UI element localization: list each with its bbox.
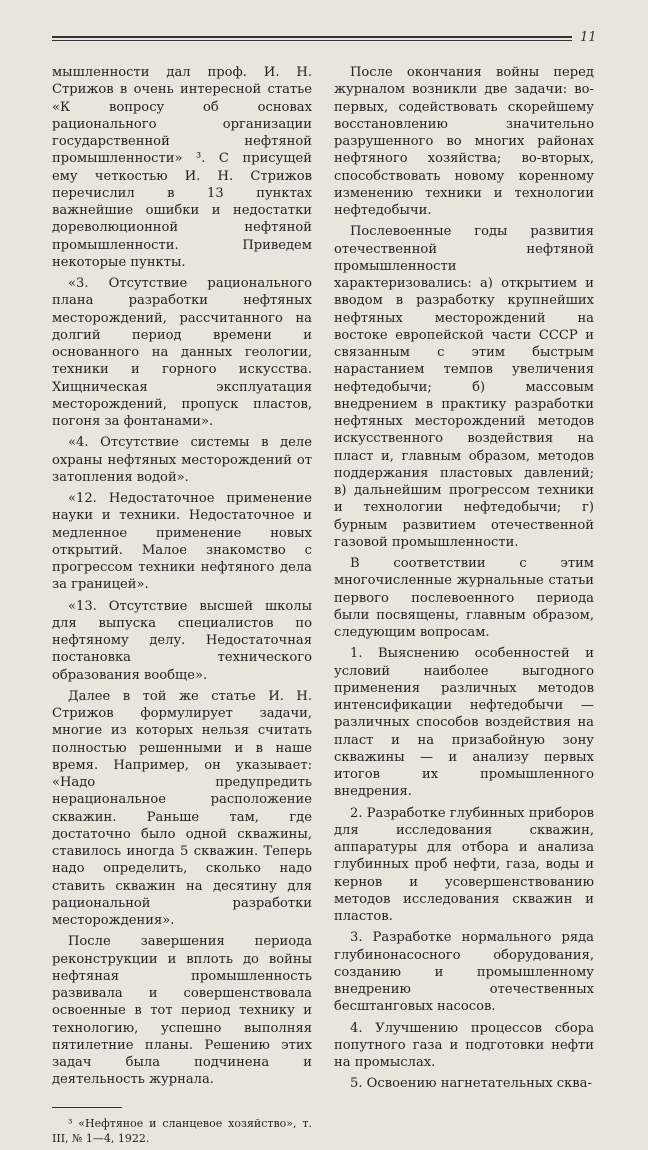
footnote: ³ «Нефтяное и сланцевое хозяйство», т. III, № 1—4, 1922. (52, 1116, 312, 1145)
paragraph: 2. Разработке глубинных приборов для исследования скважин, аппаратуры для отбора и анализа глубинных проб нефти, газа, воды и кернов и усовершенствованию методов исследования скважин и пластов. (334, 805, 594, 924)
footnote-rule (52, 1107, 122, 1108)
paragraph: «12. Недостаточное применение науки и техники. Недостаточное и медленное применение новых открытий. Малое знакомство с прогрессом техники нефтяного дела за границей». (52, 491, 312, 593)
paragraph: Далее в той же статье И. Н. Стрижов формулирует задачи, многие из которых нельзя считать полностью решенными и в наше время. Например, он указывает: «Надо предупредить нерациональное расположение скважин. Раньше там, где достаточно было одной скважины, ставилось иногда 5 скважин. Теперь надо определить, сколько надо ставить скважин на десятину для рациональной разработки месторождения». (52, 688, 312, 928)
header-rule (52, 36, 572, 41)
paragraph: Послевоенные годы развития отечественной нефтяной промышленности характеризовались: а) открытием и вводом в разработку крупнейших нефтяных месторождений на востоке европейской части СССР и связанным с этим быстрым нарастанием темпов увеличения нефтедобычи; б) массовым внедрением в практику разработки нефтяных месторождений методов искусственного воздействия на пласт и, главным образом, методов поддержания пластовых давлений; в) дальнейшим прогрессом техники и технологии нефтедобычи; г) бурным развитием отечественной газовой промышленности. (334, 224, 594, 550)
paragraph: 1. Выяснению особенностей и условий наиболее выгодного применения различных методов интенсификации нефтедобычи — различных способов воздействия на пласт и на призабойную зону скважины — и анализу первых итогов их промышленного внедрения. (334, 646, 594, 800)
paragraph: После завершения периода реконструкции и вплоть до войны нефтяная промышленность развивала и совершенствовала освоенные в тот период технику и технологию, успешно выполняя пятилетние планы. Решению этих задач была подчинена и деятельность журнала. (52, 934, 312, 1088)
paragraph: «13. Отсутствие высшей школы для выпуска специалистов по нефтяному делу. Недостаточная постановка технического образования вообще». (52, 598, 312, 683)
paragraph: 4. Улучшению процессов сбора попутного газа и подготовки нефти на промыслах. (334, 1020, 594, 1070)
paragraph: «4. Отсутствие системы в деле охраны нефтяных месторождений от затопления водой». (52, 435, 312, 485)
paragraph: В соответствии с этим многочисленные журнальные статьи первого послевоенного периода были посвящены, главным образом, следующим вопросам. (334, 556, 594, 640)
header-rule-thin (52, 40, 572, 41)
paragraph: мышленности дал проф. И. Н. Стрижов в очень интересной статье «К вопросу об основах рационального организации государственной нефтяной промышленности» ³. С присущей ему четкостью И. Н. Стрижов перечислил в 13 пунктах важнейшие ошибки и недостатки дореволюционной нефтяной промышленности. Приведем некоторые пункты. (52, 65, 312, 270)
paragraph: 3. Разработке нормального ряда глубинонасосного оборудования, созданию и промышленному внедрению отечественных бесштанговых насосов. (334, 930, 594, 1015)
paragraph: «3. Отсутствие рационального плана разработки нефтяных месторождений, рассчитанного на долгий период времени и основанного на данных геологии, техники и горного искусства. Хищническая эксплуатация месторождений, пропуск пластов, погоня за фонтанами». (52, 276, 312, 429)
header-rule-thick (52, 36, 572, 38)
right-column (334, 64, 594, 1097)
left-column (52, 64, 312, 1150)
paragraph: После окончания войны перед журналом возникли две задачи: во-первых, содействовать скорейшему восстановлению значительно разрушенного во многих районах нефтяного хозяйства; во-вторых, способствовать новому коренному изменению техники и технологии нефтедобычи. (334, 65, 594, 218)
paragraph: 5. Освоению нагнетательных сква- (350, 1076, 592, 1092)
page-number: 11 (580, 30, 597, 45)
